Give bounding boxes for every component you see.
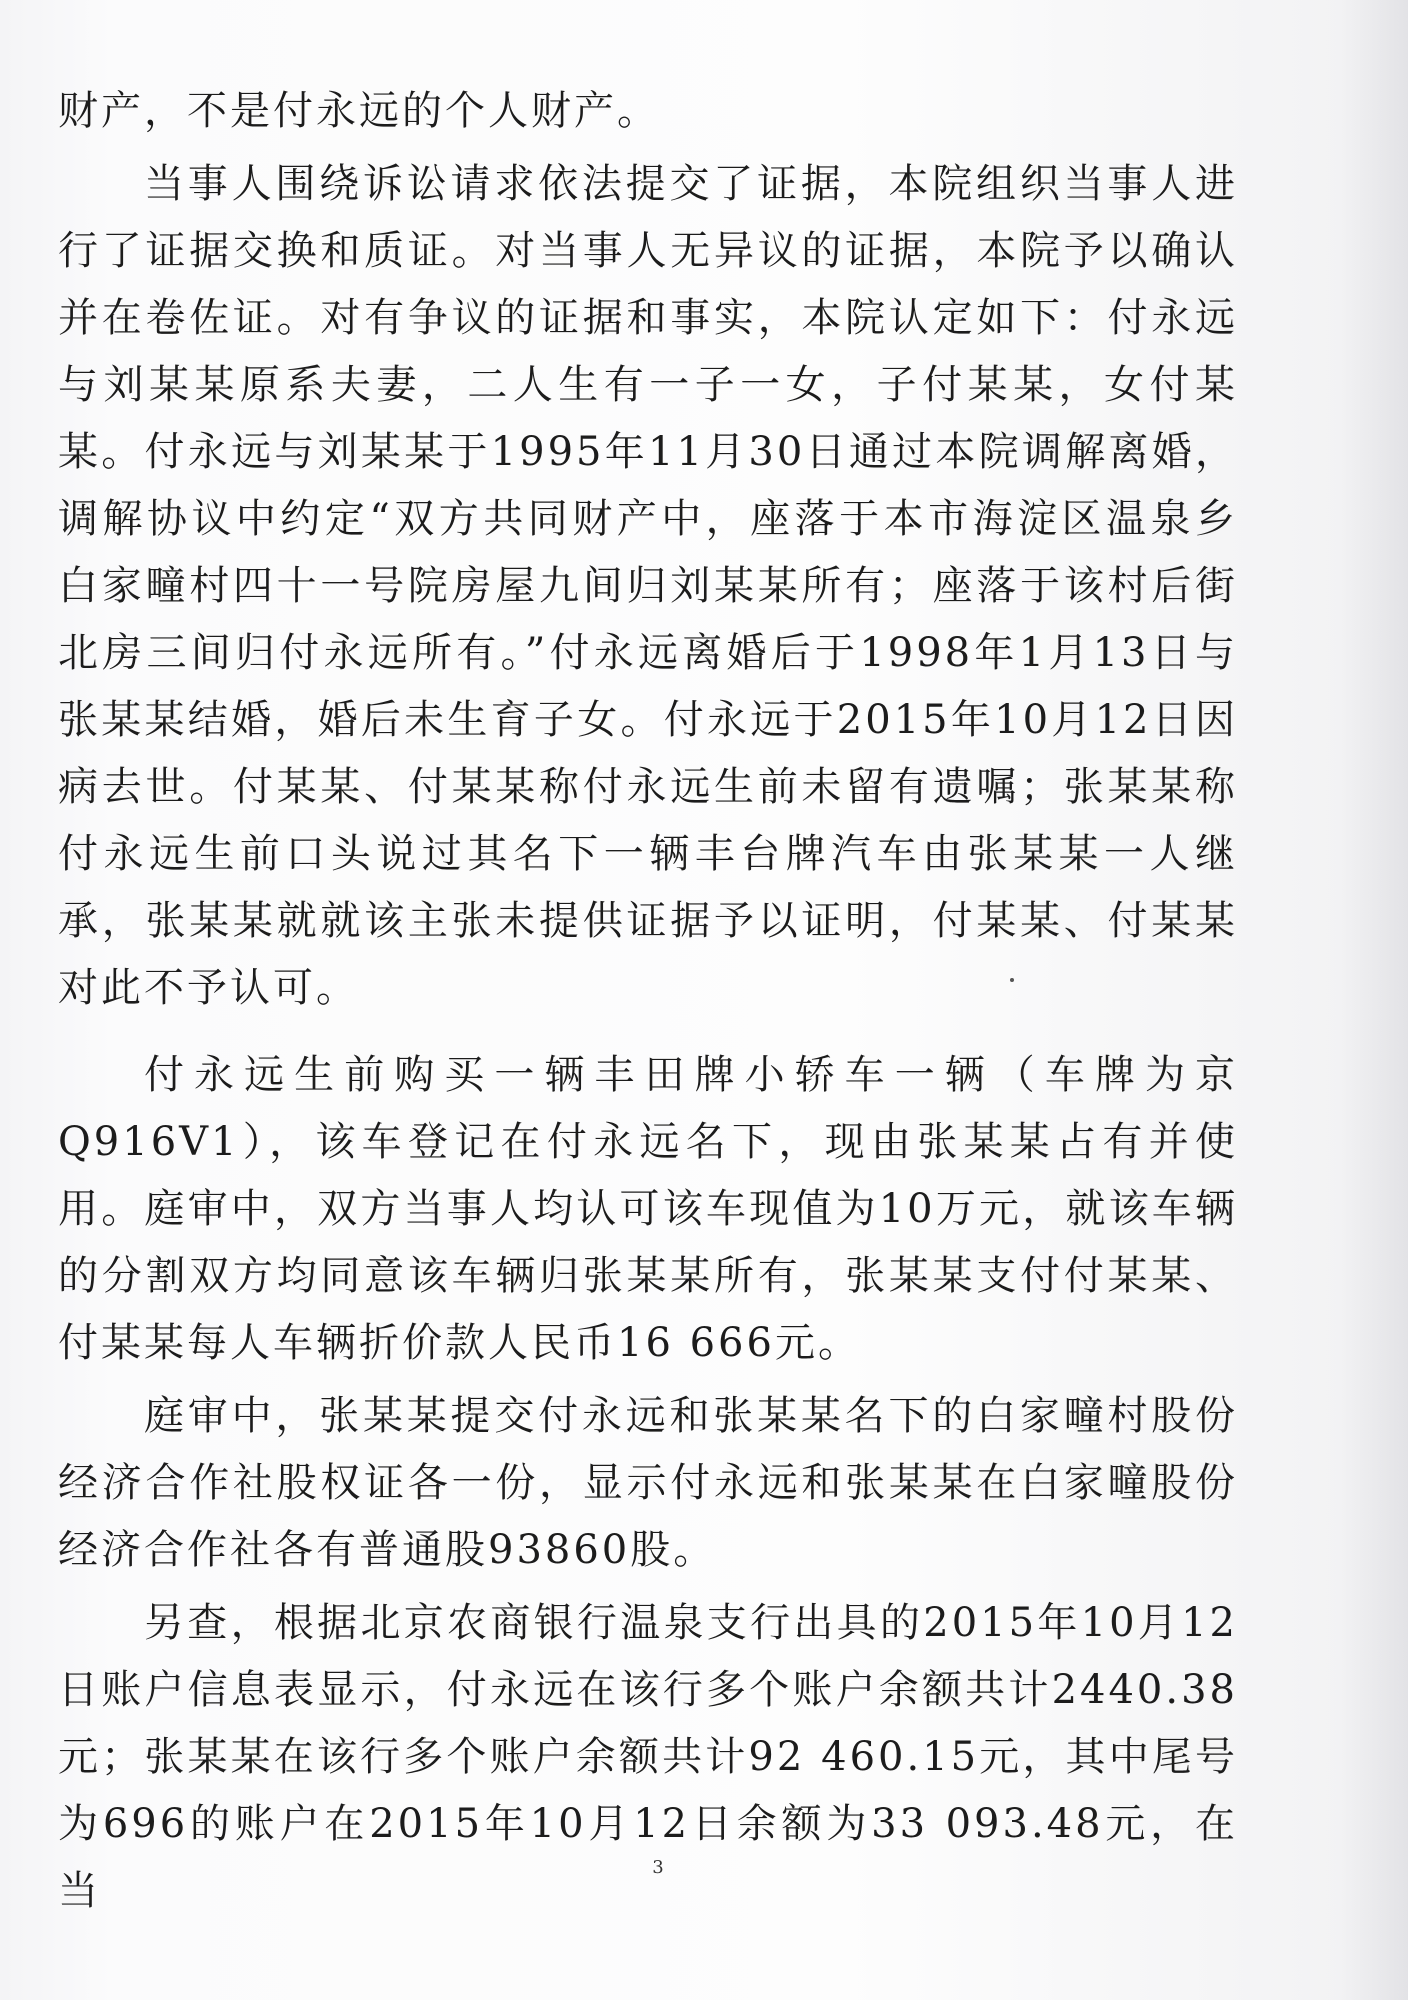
stray-dot-mark [1010, 978, 1014, 982]
paragraph-3: 付永远生前购买一辆丰田牌小轿车一辆（车牌为京Q916V1），该车登记在付永远名下，现由张某某占有并使用。庭审中，双方当事人均认可该车现值为10万元，就该车辆的分割双方均同意该车辆归张某某所有，张某某支付付某某、付某某每人车辆折价款人民币16 666元。 [58, 1052, 1238, 1366]
paragraph-4: 庭审中，张某某提交付永远和张某某名下的白家疃村股份经济合作社股权证各一份，显示付永远和张某某在白家疃股份经济合作社各有普通股93860股。 [58, 1393, 1238, 1573]
paragraph-1: 财产，不是付永远的个人财产。 [58, 88, 660, 134]
paragraph-2: 当事人围绕诉讼请求依法提交了证据，本院组织当事人进行了证据交换和质证。对当事人无异议的证据，本院予以确认并在卷佐证。对有争议的证据和事实，本院认定如下：付永远与刘某某原系夫妻，二人生有一子一女，子付某某，女付某某。付永远与刘某某于1995年11月30日通过本院调解离婚，调解协议中约定“双方共同财产中，座落于本市海淀区温泉乡白家疃村四十一号院房屋九间归刘某某所有；座落于该村后街北房三间归付永远所有。”付永远离婚后于1998年1月13日与张某某结婚，婚后未生育子女。付永远于2015年10月12日因病去世。付某某、付某某称付永远生前未留有遗嘱；张某某称付永远生前口头说过其名下一辆丰台牌汽车由张某某一人继承，张某某就就该主张未提供证据予以证明，付某某、付某某对此不予认可。 [58, 161, 1238, 1011]
document-body [58, 78, 1238, 1925]
page-number: 3 [652, 1857, 664, 1878]
paragraph-5: 另查，根据北京农商银行温泉支行出具的2015年10月12日账户信息表显示，付永远在该行多个账户余额共计2440.38元；张某某在该行多个账户余额共计92 460.15元，其中尾号为696的账户在2015年10月12日余额为33 093.48元，在当 [58, 1600, 1238, 1914]
page-edge-shadow [1338, 0, 1408, 2000]
